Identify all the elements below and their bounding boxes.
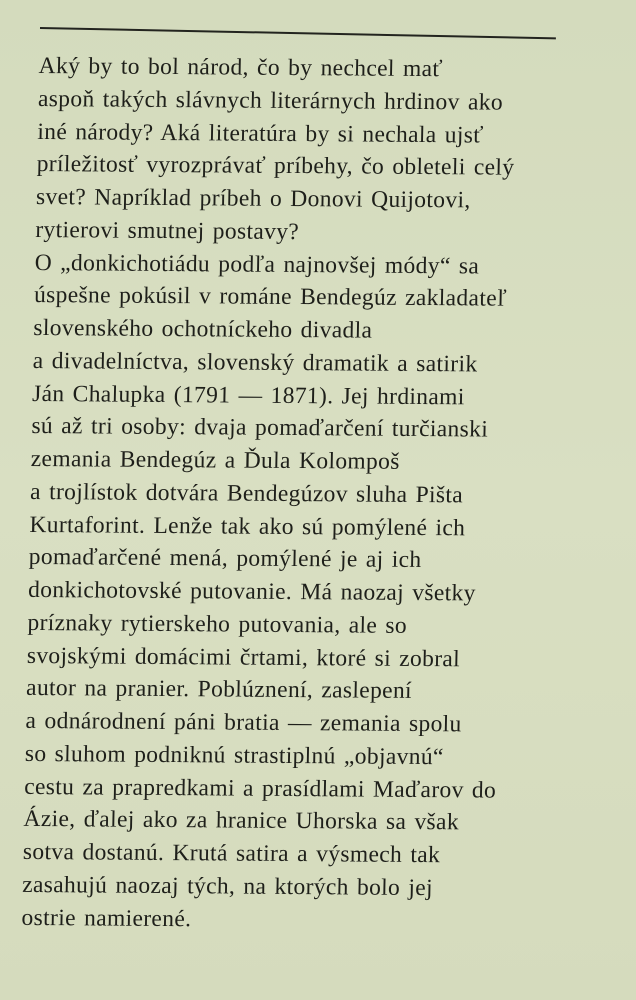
- text-line: rytierovi smutnej postavy?: [35, 216, 300, 245]
- text-line: zasahujú naozaj tých, na ktorých bolo jej: [21, 871, 434, 901]
- text-line: a trojlístok dotvára Bendegúzov sluha Pišta: [29, 478, 464, 509]
- text-line: svojskými domácimi črtami, ktoré si zobral: [26, 642, 461, 672]
- text-line: aspoň takých slávnych literárnych hrdinov ako: [37, 85, 504, 116]
- text-line: Ázie, ďalej ako za hranice Uhorska sa však: [23, 806, 460, 836]
- text-line: svet? Napríklad príbeh o Donovi Quijotovi,: [35, 183, 471, 214]
- text-line: Kurtaforint. Lenže tak ako sú pomýlené ich: [29, 511, 466, 541]
- text-line: a divadelníctva, slovenský dramatik a satirik: [32, 347, 478, 378]
- text-line: príznaky rytierskeho putovania, ale so: [27, 609, 408, 639]
- text-line: so sluhom podniknú strastiplnú „objavnú“: [24, 740, 444, 770]
- text-line: úspešne pokúsil v románe Bendegúz zakladateľ: [33, 282, 508, 312]
- text-line: donkichotovské putovanie. Má naozaj všetky: [27, 576, 476, 607]
- text-line: príležitosť vyrozprávať príbehy, čo obleteli celý: [36, 151, 515, 181]
- text-line: sotva dostanú. Krutá satira a výsmech tak: [22, 838, 441, 869]
- text-line: a odnárodnení páni bratia — zemania spolu: [25, 707, 462, 738]
- text-line: slovenského ochotníckeho divadla: [33, 314, 373, 344]
- body-text: [21, 50, 599, 939]
- text-line: ostrie namierené.: [21, 904, 192, 932]
- text-line: cestu za prapredkami a prasídlami Maďarov do: [23, 773, 497, 804]
- text-line: sú až tri osoby: dvaja pomaďarčení turčianski: [31, 413, 489, 443]
- text-line: pomaďarčené mená, pomýlené je aj ich: [28, 544, 422, 574]
- text-line: Aký by to bol národ, čo by nechcel mať: [38, 52, 444, 83]
- text-line: iné národy? Aká literatúra by si nechala ujsť: [37, 118, 484, 148]
- text-line: autor na pranier. Poblúznení, zaslepení: [25, 675, 413, 705]
- text-line: zemania Bendegúz a Ďula Kolompoš: [30, 445, 401, 475]
- text-line: Ján Chalupka (1791 — 1871). Jej hrdinami: [31, 380, 465, 410]
- text-line: O „donkichotiádu podľa najnovšej módy“ sa: [34, 249, 480, 279]
- horizontal-rule: [40, 27, 556, 39]
